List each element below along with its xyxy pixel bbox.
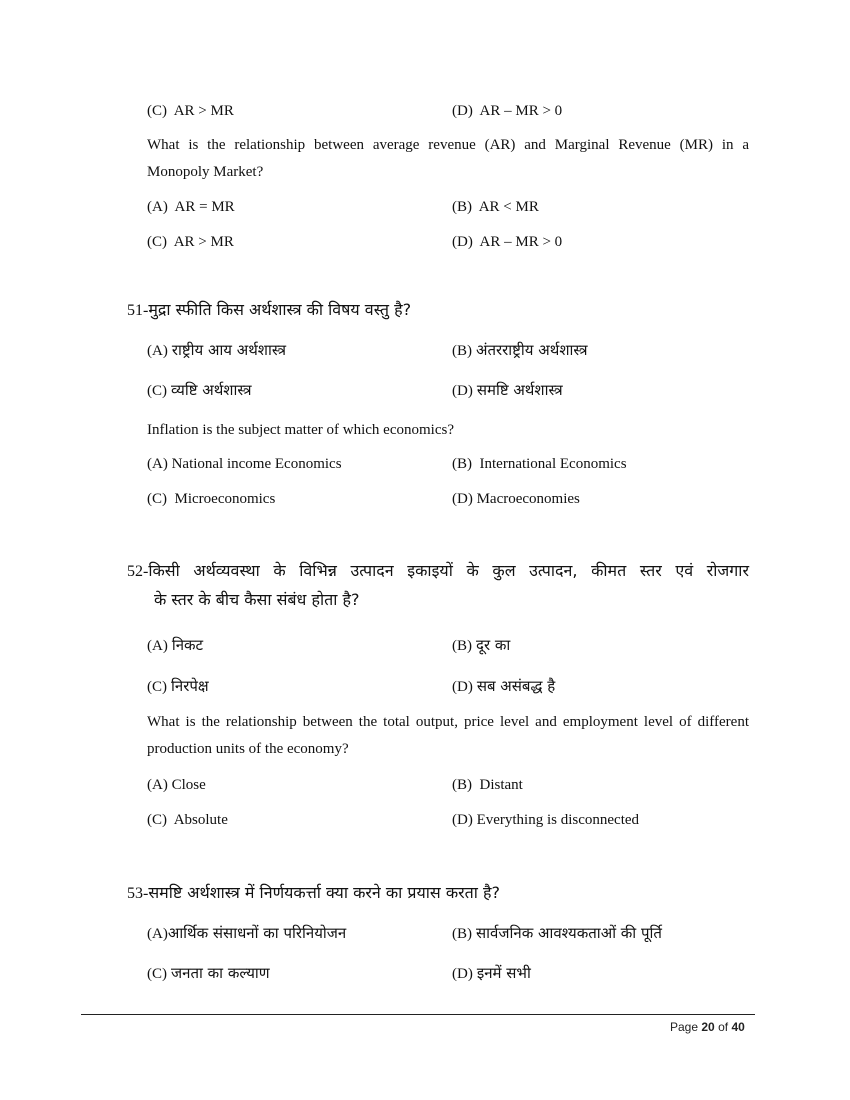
q51-hi-option-a: (A) राष्ट्रीय आय अर्थशास्त्र [147,341,287,359]
question-52-hindi: 52-किसी अर्थव्यवस्था के विभिन्न उत्पादन इकाइयों के कुल उत्पादन, कीमत स्तर एवं रोजगार के स्तर के बीच कैसा संबंध होता है? [127,561,749,609]
q52-en-question: What is the relationship between the total output, price level and employment level of different production units of the economy? [147,714,749,757]
q52-en-option-b: (B) Distant [452,777,523,793]
prev-en-option-a: (A) AR = MR [147,199,235,215]
q52-hi-option-b: (B) दूर का [452,636,511,654]
q53-hi-option-b: (B) सार्वजनिक आवश्यकताओं की पूर्ति [452,924,662,942]
prev-top-option-d: (D) AR – MR > 0 [452,103,563,119]
q52-en-option-a: (A) Close [147,777,206,793]
question-number: 52- [127,563,149,580]
prev-en-option-c: (C) AR > MR [147,234,234,250]
q51-en-question: Inflation is the subject matter of which economics? [147,422,454,438]
q51-hi-option-d: (D) समष्टि अर्थशास्त्र [452,381,563,399]
question-51-hindi: 51-मुद्रा स्फीति किस अर्थशास्त्र की विषय वस्तु है? [127,300,412,319]
prev-en-option-b: (B) AR < MR [452,199,539,215]
q51-en-option-d: (D) Macroeconomies [452,491,580,507]
q51-en-option-a: (A) National income Economics [147,456,342,472]
q53-hi-option-a: (A)आर्थिक संसाधनों का परिनियोजन [147,924,347,942]
q52-en-option-c: (C) Absolute [147,812,228,828]
prev-en-option-d: (D) AR – MR > 0 [452,234,563,250]
question-number: 53- [127,885,149,902]
question-number: 51- [127,302,149,319]
page-number: Page 20 of 40 [670,1020,745,1034]
q52-en-option-d: (D) Everything is disconnected [452,812,640,828]
q52-hi-option-c: (C) निरपेक्ष [147,677,209,695]
q53-hi-option-c: (C) जनता का कल्याण [147,964,270,982]
prev-top-option-c: (C) AR > MR [147,103,234,119]
q51-hi-option-c: (C) व्यष्टि अर्थशास्त्र [147,381,252,399]
prev-en-question: What is the relationship between average revenue (AR) and Marginal Revenue (MR) in a Monopoly Market? [147,137,749,180]
q52-hi-option-a: (A) निकट [147,636,204,654]
q51-hi-option-b: (B) अंतरराष्ट्रीय अर्थशास्त्र [452,341,588,359]
q52-hi-option-d: (D) सब असंबद्ध है [452,677,556,695]
question-53-hindi: 53-समष्टि अर्थशास्त्र में निर्णयकर्त्ता क्या करने का प्रयास करता है? [127,883,500,902]
q51-en-option-c: (C) Microeconomics [147,491,276,507]
q51-en-option-b: (B) International Economics [452,456,627,472]
q53-hi-option-d: (D) इनमें सभी [452,964,531,982]
footer-divider [81,1014,755,1015]
